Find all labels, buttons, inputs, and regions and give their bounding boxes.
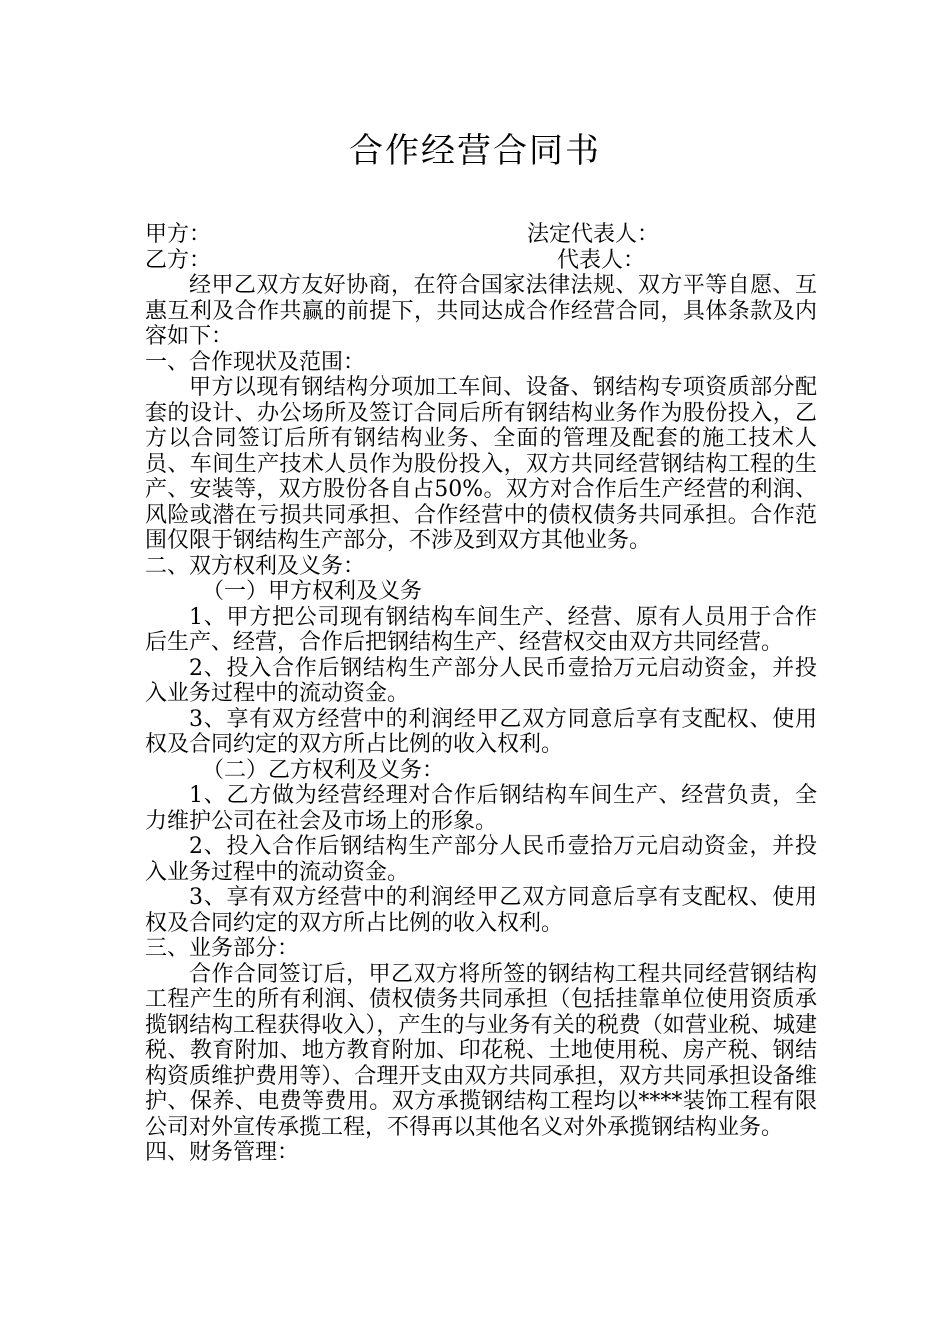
party-a-row bbox=[145, 222, 817, 248]
section-1-paragraph: 甲方以现有钢结构分项加工车间、设备、钢结构专项资质部分配套的设计、办公场所及签订合同后所有钢结构业务作为股份投入，乙方以合同签订后所有钢结构业务、全面的管理及配套的施工技术人员、车间生产技术人员作为股份投入，双方共同经营钢结构工程的生产、安装等，双方股份各自占50%。双方对合作后生产经营的利润、风险或潜在亏损共同承担、合作经营中的债权债务共同承担。合作范围仅限于钢结构生产部分，不涉及到双方其他业务。 bbox=[145, 375, 817, 553]
section-2-sub-a-item-1: 1、甲方把公司现有钢结构车间生产、经营、原有人员用于合作后生产、经营，合作后把钢结构生产、经营权交由双方共同经营。 bbox=[145, 604, 817, 655]
section-3-heading: 三、业务部分： bbox=[145, 936, 300, 961]
document-body bbox=[145, 222, 817, 1166]
document-title: 合作经营合同书 bbox=[349, 131, 601, 171]
section-2-sub-a-heading: （一）甲方权利及义务 bbox=[202, 579, 423, 604]
section-4-heading: 四、财务管理： bbox=[145, 1140, 300, 1165]
section-2-sub-b-item-2: 2、投入合作后钢结构生产部分人民币壹拾万元启动资金，并投入业务过程中的流动资金。 bbox=[145, 834, 817, 885]
section-2-heading: 二、双方权利及义务： bbox=[145, 553, 366, 579]
section-2-sub-b-item-1: 1、乙方做为经营经理对合作后钢结构车间生产、经营负责，全力维护公司在社会及市场上的形象。 bbox=[145, 783, 817, 834]
section-2-sub-a-item-2: 2、投入合作后钢结构生产部分人民币壹拾万元启动资金，并投入业务过程中的流动资金。 bbox=[145, 655, 817, 706]
section-2-sub-b-heading: （二）乙方权利及义务： bbox=[202, 757, 445, 783]
party-a-rep-label: 法定代表人： bbox=[527, 222, 660, 247]
intro-paragraph: 经甲乙双方友好协商，在符合国家法律法规、双方平等自愿、互惠互利及合作共赢的前提下，共同达成合作经营合同，具体条款及内容如下： bbox=[145, 273, 817, 349]
party-b-row bbox=[145, 248, 817, 274]
party-b-label: 乙方： bbox=[145, 247, 212, 273]
party-a-label: 甲方： bbox=[145, 222, 212, 247]
party-b-rep-label: 代表人： bbox=[557, 247, 646, 273]
section-3-paragraph: 合作合同签订后，甲乙双方将所签的钢结构工程共同经营钢结构工程产生的所有利润、债权债务共同承担（包括挂靠单位使用资质承揽钢结构工程获得收入），产生的与业务有关的税费（如营业税、城建税、教育附加、地方教育附加、印花税、土地使用税、房产税、钢结构资质维护费用等）、合理开支由双方共同承担，双方共同承担设备维护、保养、电费等费用。双方承揽钢结构工程均以****装饰工程有限公司对外宣传承揽工程，不得再以其他名义对外承揽钢结构业务。 bbox=[145, 961, 817, 1140]
section-2-sub-b-item-3: 3、享有双方经营中的利润经甲乙双方同意后享有支配权、使用权及合同约定的双方所占比例的收入权利。 bbox=[145, 885, 817, 936]
section-1-heading: 一、合作现状及范围： bbox=[145, 349, 366, 375]
section-2-sub-a-item-3: 3、享有双方经营中的利润经甲乙双方同意后享有支配权、使用权及合同约定的双方所占比例的收入权利。 bbox=[145, 706, 817, 757]
